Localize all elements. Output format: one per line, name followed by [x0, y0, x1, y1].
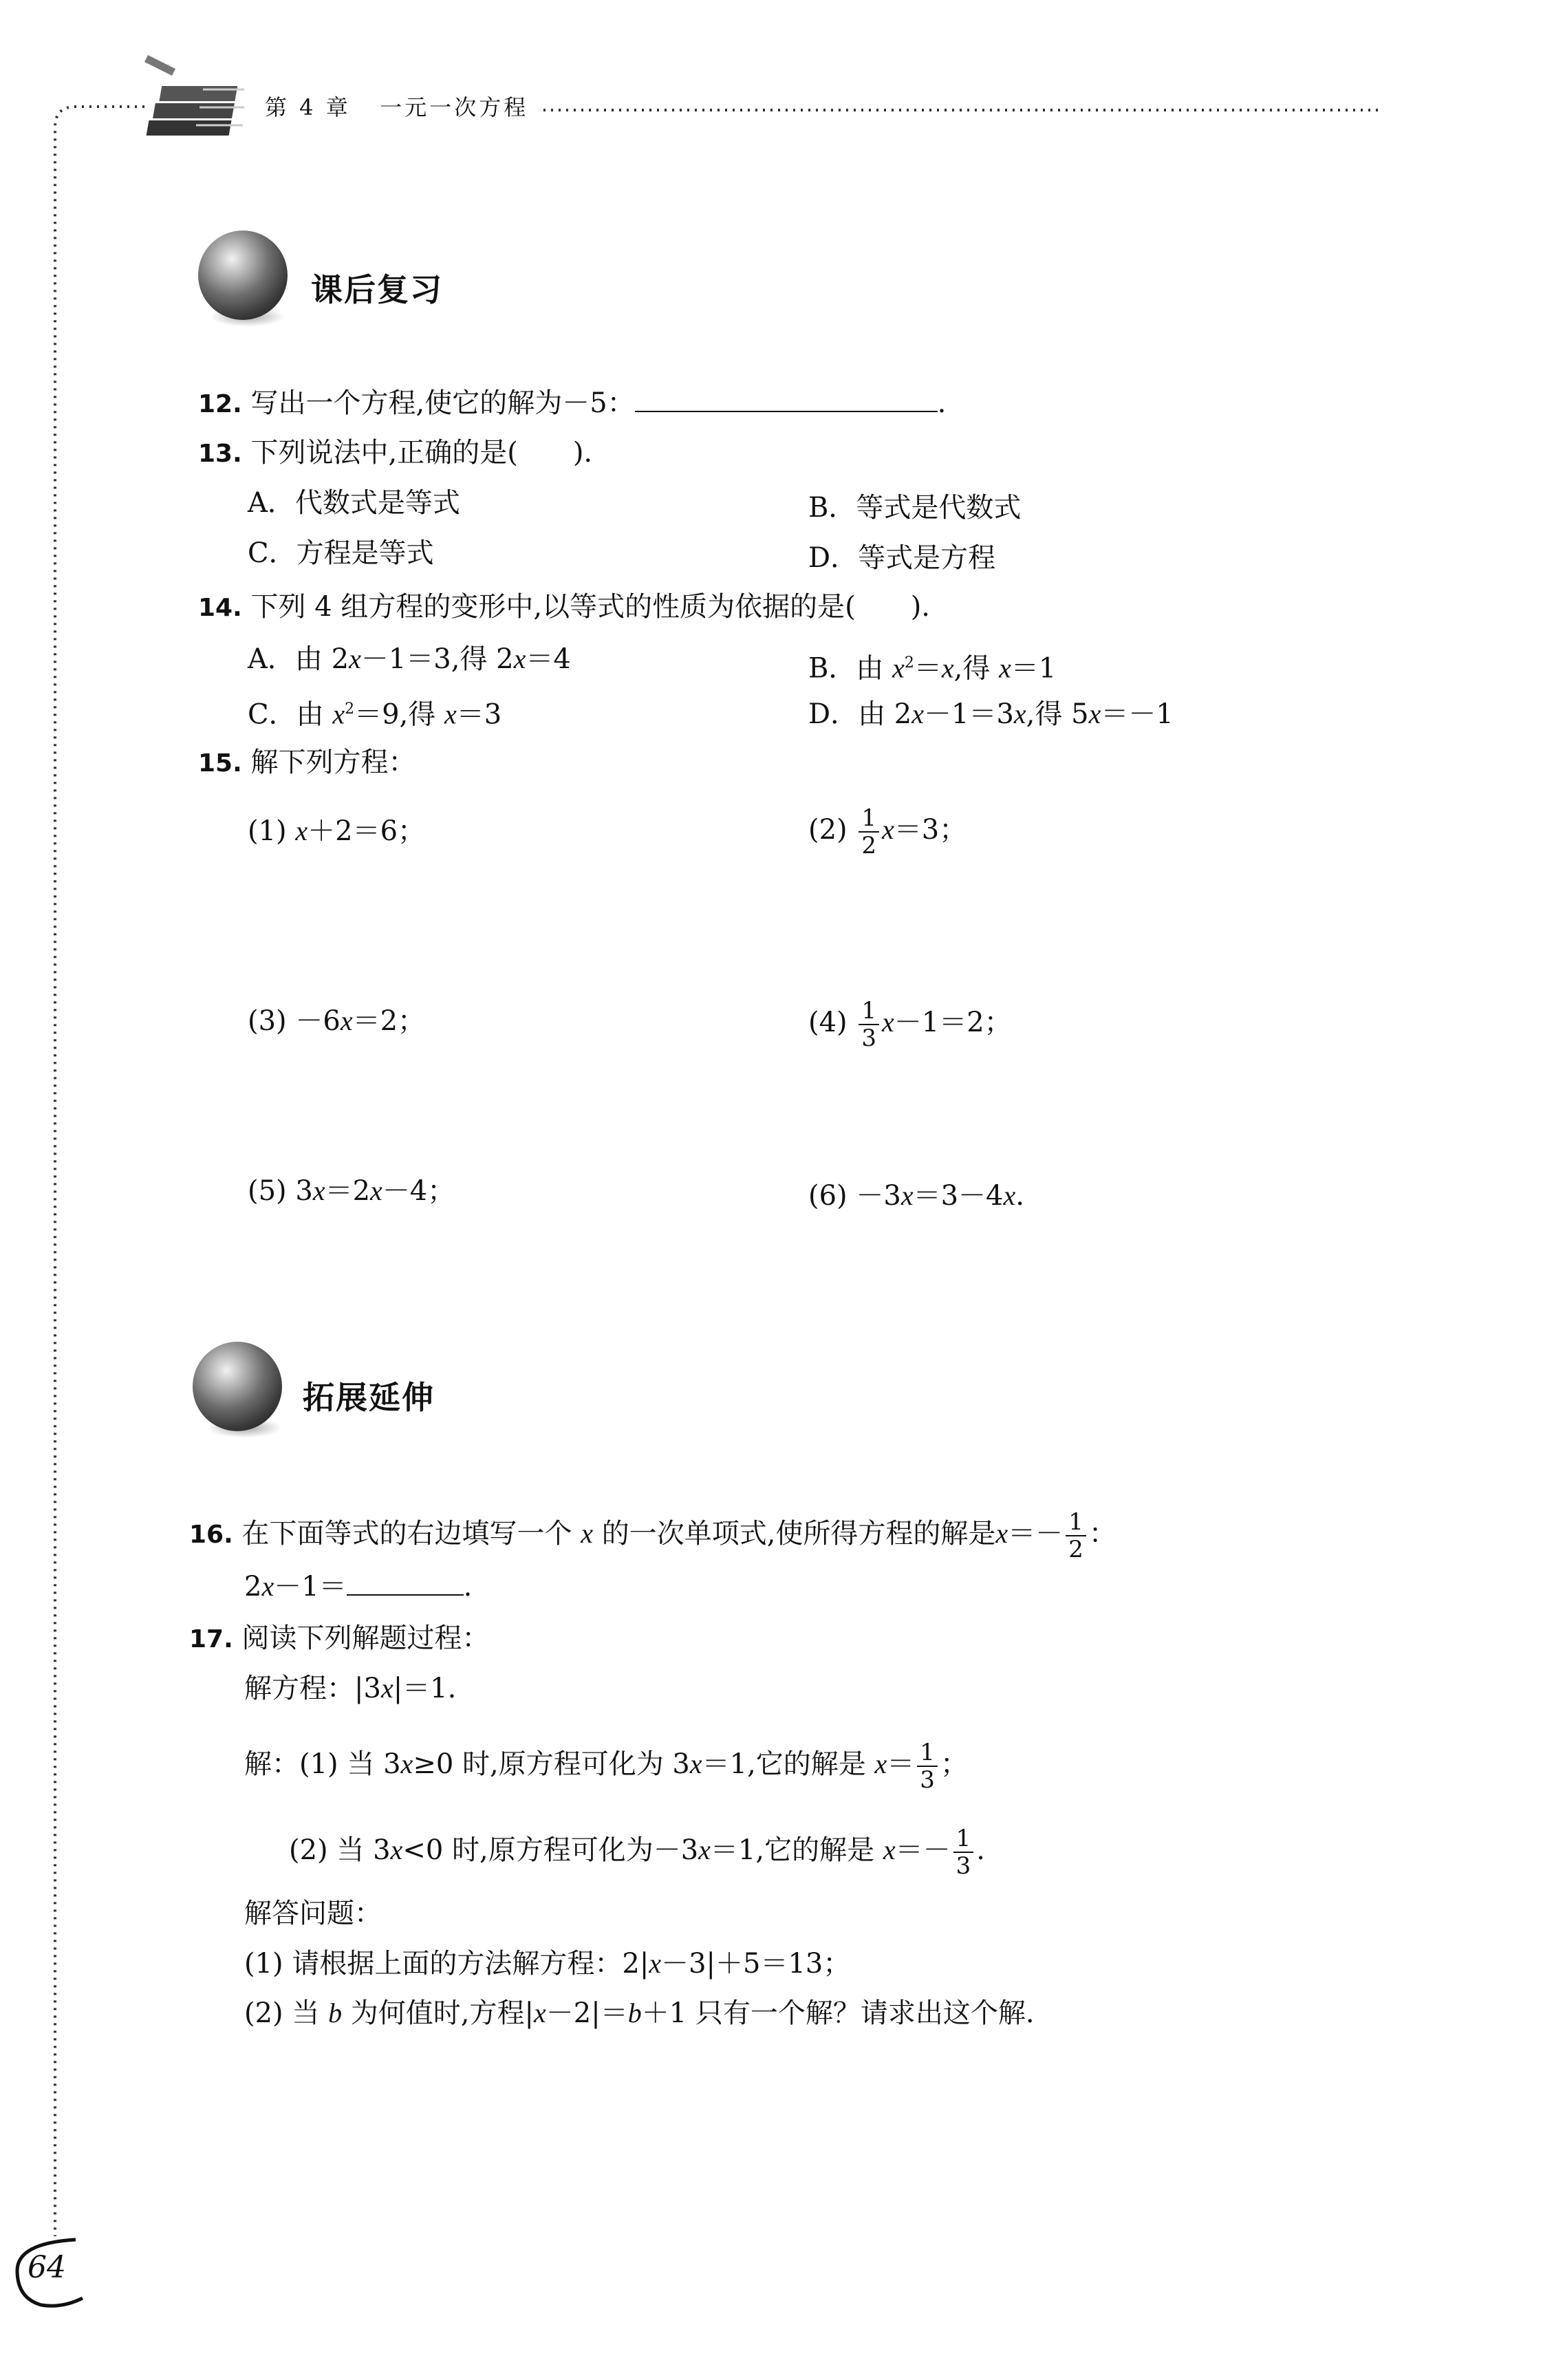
option-13b: B．等式是代数式	[808, 492, 1022, 524]
question-17: 17. 阅读下列解题过程：	[189, 1622, 490, 1654]
equation-15-1: (1) x＋2＝6；	[248, 815, 426, 847]
section-globe-icon	[193, 1342, 282, 1431]
question-15: 15. 解下列方程：	[198, 747, 416, 778]
question-17-part-2: (2) 当 b 为何值时,方程|x－2|＝b＋1 只有一个解？请求出这个解.	[244, 1997, 1035, 2029]
question-16: 16. 在下面等式的右边填写一个 x 的一次单项式,使所得方程的解是x＝－ $\frac{1}{2}$ ：	[189, 1508, 1116, 1563]
option-14b: B．由 $x^2=x$,得 x＝1	[808, 652, 1057, 685]
equation-15-2: (2) $\frac{1}{2}$ x＝3；	[808, 804, 967, 859]
section-title-extension: 拓展延伸	[303, 1379, 435, 1416]
equation-15-6: (6) －3x＝3－4x.	[808, 1180, 1024, 1212]
equation-15-5: (5) 3x＝2x－4；	[248, 1175, 455, 1207]
option-13d: D．等式是方程	[808, 542, 996, 574]
question-17-solution-1: 解：(1) 当 3x≥0 时,原方程可化为 3x＝1,它的解是 x＝ $\frac{1}{3}$ ；	[244, 1739, 968, 1794]
option-13c: C．方程是等式	[248, 537, 434, 569]
equation-15-4: (4) $\frac{1}{3}$ x－1＝2；	[808, 997, 1012, 1052]
question-12: 12. 写出一个方程,使它的解为－5： .	[198, 387, 947, 419]
section-title-review: 课后复习	[311, 271, 443, 308]
section-globe-icon	[198, 231, 288, 320]
question-16-equation: 2x－1＝ .	[244, 1571, 473, 1602]
chapter-label: 第 4 章 一元一次方程	[265, 94, 529, 120]
question-17-problem: 解方程：|3x|＝1.	[244, 1673, 457, 1704]
question-13: 13. 下列说法中,正确的是( ).	[198, 437, 593, 469]
book-stack-icon	[134, 48, 258, 144]
option-14d: D．由 2x－1＝3x,得 5x＝－1	[808, 698, 1174, 730]
question-17-solution-2: (2) 当 3x<0 时,原方程可化为－3x＝1,它的解是 x＝－ $\frac{1}{3}$ .	[289, 1825, 985, 1880]
question-14: 14. 下列 4 组方程的变形中,以等式的性质为依据的是( ).	[198, 591, 931, 623]
equation-15-3: (3) －6x＝2；	[248, 1005, 426, 1037]
question-17-answer-label: 解答问题：	[244, 1898, 382, 1929]
option-14a: A．由 2x－1＝3,得 2x＝4	[248, 643, 571, 675]
page-number: 64	[28, 2250, 66, 2285]
option-13a: A．代数式是等式	[248, 487, 460, 519]
question-17-part-1: (1) 请根据上面的方法解方程：2|x－3|＋5＝13；	[244, 1948, 851, 1980]
option-14c: C．由 $x^2=9$,得 x＝3	[248, 698, 502, 731]
